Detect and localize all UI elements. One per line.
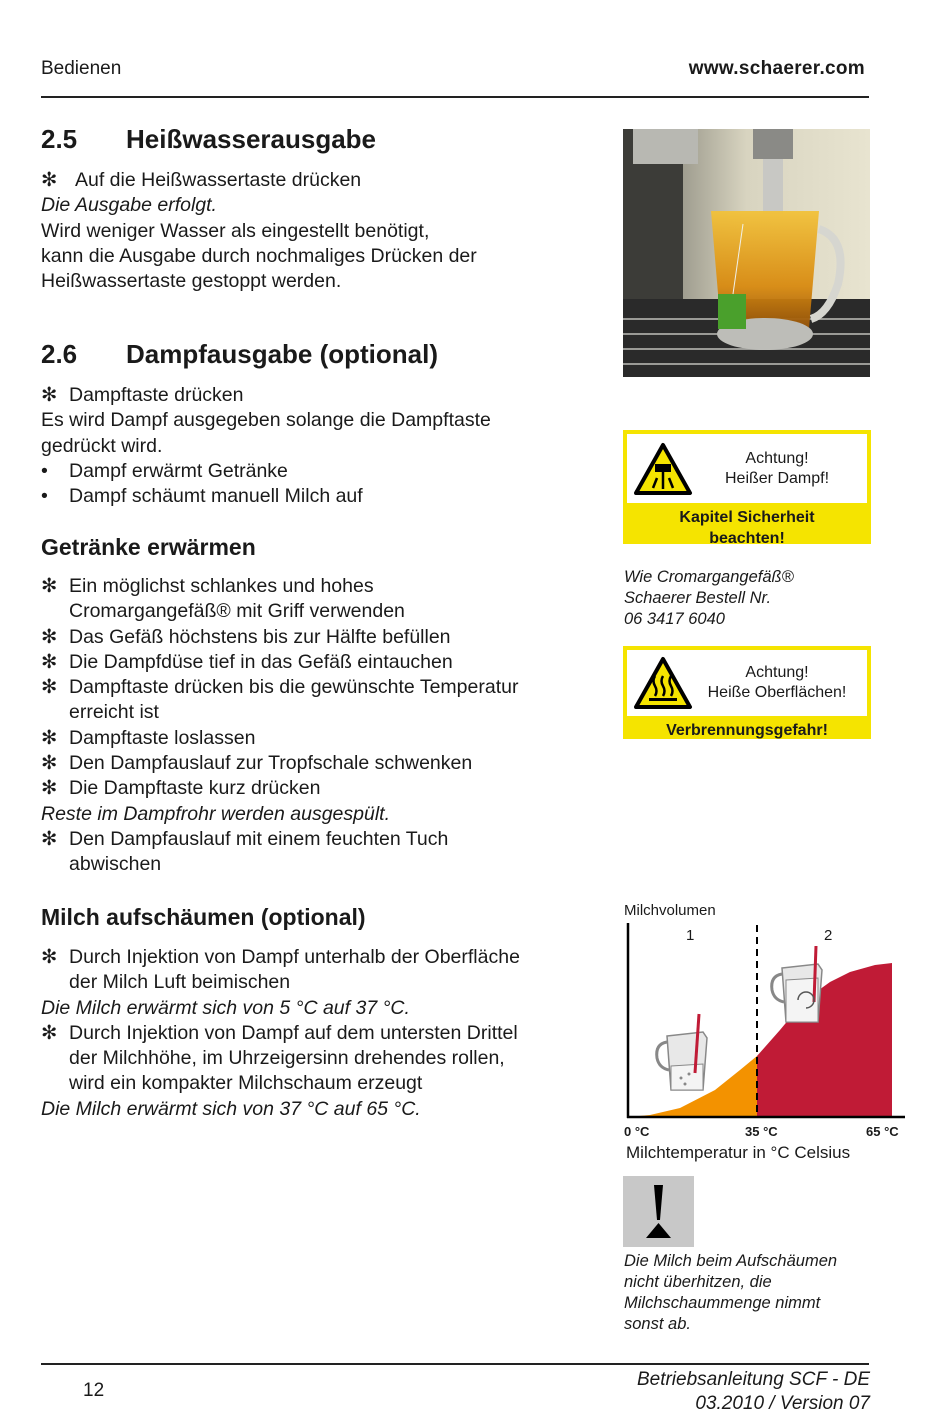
result-text: Die Milch erwärmt sich von 5 °C auf 37 °C. bbox=[41, 996, 410, 1019]
caution-icon bbox=[623, 1176, 694, 1247]
footer-doc-info: Betriebsanleitung SCF - DE 03.2010 / Version 07 bbox=[636, 1369, 870, 1414]
section-2-6-heading bbox=[41, 339, 438, 370]
note-line: Heißwassertaste gestoppt werden. bbox=[41, 270, 342, 293]
step-item: ✻ Auf die Heißwassertaste drücken bbox=[41, 168, 601, 193]
bullet-marker-icon: • bbox=[41, 459, 48, 482]
step-marker-icon: ✻ bbox=[41, 169, 58, 191]
step-marker-icon: ✻ bbox=[41, 650, 58, 673]
hot-surface-warning-icon bbox=[633, 656, 693, 710]
step-item: ✻ Das Gefäß höchstens bis zur Hälfte befüllen bbox=[41, 625, 601, 650]
warning-footer: Verbrennungsgefahr! bbox=[666, 722, 828, 739]
foam-steps bbox=[41, 945, 601, 1122]
step-item: ✻ Den Dampfauslauf mit einem feuchten Tuch abwischen bbox=[41, 827, 449, 876]
header-section: Bedienen bbox=[41, 58, 122, 79]
section-number: 2.5 bbox=[41, 124, 78, 154]
note-line: gedrückt wird. bbox=[41, 434, 163, 457]
step-marker-icon: ✻ bbox=[41, 946, 58, 968]
note-line: Es wird Dampf ausgegeben solange die Dampftaste bbox=[41, 409, 491, 432]
step-marker-icon: ✻ bbox=[41, 777, 58, 800]
x-tick: 65 °C bbox=[866, 1124, 899, 1139]
phase-label: 1 bbox=[686, 927, 695, 944]
step-item: ✻ Durch Injektion von Dampf unterhalb der Oberfläche der Milch Luft beimischen bbox=[41, 946, 520, 994]
header-website: www.schaerer.com bbox=[688, 58, 865, 79]
section-title: Dampfausgabe (optional) bbox=[126, 339, 439, 369]
caution-note: Die Milch beim Aufschäumen nicht überhitzen, die Milchschaummenge nimmt sonst ab. bbox=[624, 1252, 838, 1333]
section-number: 2.6 bbox=[41, 339, 78, 369]
section-2-5-body bbox=[41, 168, 601, 294]
section-title: Heißwasserausgabe bbox=[126, 124, 377, 154]
hot-surface-warning bbox=[623, 646, 871, 739]
chart-xlabel: Milchtemperatur in °C Celsius bbox=[626, 1143, 851, 1162]
step-item: ✻ Die Dampfdüse tief in das Gefäß eintauchen bbox=[41, 650, 601, 675]
header-rule bbox=[41, 96, 869, 98]
foam-heading: Milch aufschäumen (optional) bbox=[41, 904, 366, 930]
warning-footer: beachten! bbox=[709, 530, 785, 547]
container-note: Wie Cromargangefäß® Schaerer Bestell Nr. 06 3417 6040 bbox=[624, 568, 794, 628]
step-marker-icon: ✻ bbox=[41, 726, 58, 749]
x-tick: 35 °C bbox=[745, 1124, 778, 1139]
result-text: Reste im Dampfrohr werden ausgespült. bbox=[41, 802, 390, 825]
warning-text: Heiße Oberflächen! bbox=[707, 684, 847, 701]
section-2-5-heading bbox=[41, 124, 376, 155]
milk-temperature-chart bbox=[620, 920, 910, 1125]
note-line: Wird weniger Wasser als eingestellt benötigt, bbox=[41, 219, 430, 242]
step-item: ✻ Dampftaste loslassen bbox=[41, 726, 601, 751]
result-text: Die Milch erwärmt sich von 37 °C auf 65 °C. bbox=[41, 1097, 421, 1120]
step-item: ✻ Durch Injektion von Dampf auf dem untersten Drittel der Milchhöhe, im Uhrzeigersinn drehendes rollen, wird ein kompakter Milchschaum erzeugt bbox=[41, 1021, 518, 1095]
step-marker-icon: ✻ bbox=[41, 575, 58, 597]
warning-footer: Kapitel Sicherheit bbox=[679, 509, 815, 526]
step-marker-icon: ✻ bbox=[41, 1021, 58, 1044]
note-line: kann die Ausgabe durch nochmaliges Drücken der bbox=[41, 244, 477, 267]
chart-ylabel: Milchvolumen bbox=[624, 902, 716, 919]
phase-2-area bbox=[757, 963, 892, 1117]
step-marker-icon: ✻ bbox=[41, 676, 58, 699]
milk-pitcher-icon bbox=[657, 1014, 707, 1090]
result-text: Die Ausgabe erfolgt. bbox=[41, 194, 217, 217]
step-item: ✻ Die Dampftaste kurz drücken bbox=[41, 776, 601, 801]
step-item: ✻ Dampftaste drücken bis die gewünschte Temperatur erreicht ist bbox=[41, 676, 519, 724]
step-marker-icon: ✻ bbox=[41, 827, 58, 850]
page-number: 12 bbox=[83, 1380, 105, 1401]
warning-title: Achtung! bbox=[745, 664, 809, 681]
step-item: ✻ Ein möglichst schlankes und hohes Cromargangefäß® mit Griff verwenden bbox=[41, 575, 405, 623]
step-marker-icon: ✻ bbox=[41, 384, 58, 406]
step-marker-icon: ✻ bbox=[41, 625, 58, 648]
hot-water-photo bbox=[623, 129, 870, 377]
milk-pitcher-icon bbox=[772, 946, 822, 1022]
phase-label: 2 bbox=[824, 927, 833, 944]
warm-heading: Getränke erwärmen bbox=[41, 534, 256, 560]
x-tick: 0 °C bbox=[624, 1124, 650, 1139]
steam-warning-icon bbox=[633, 442, 693, 496]
warning-text: Heißer Dampf! bbox=[724, 469, 830, 487]
warm-steps bbox=[41, 574, 601, 878]
section-2-6-body bbox=[41, 383, 601, 509]
step-item: ✻ Den Dampfauslauf zur Tropfschale schwenken bbox=[41, 751, 601, 776]
bullet-marker-icon: • bbox=[41, 485, 48, 508]
step-marker-icon: ✻ bbox=[41, 752, 58, 775]
footer-rule bbox=[41, 1363, 869, 1365]
bullet-item: • Dampf schäumt manuell Milch auf bbox=[41, 484, 601, 509]
bullet-item: • Dampf erwärmt Getränke bbox=[41, 459, 601, 484]
hot-steam-warning bbox=[623, 430, 871, 547]
warning-title: Achtung! bbox=[745, 449, 809, 467]
step-item: ✻ Dampftaste drücken bbox=[41, 383, 601, 408]
